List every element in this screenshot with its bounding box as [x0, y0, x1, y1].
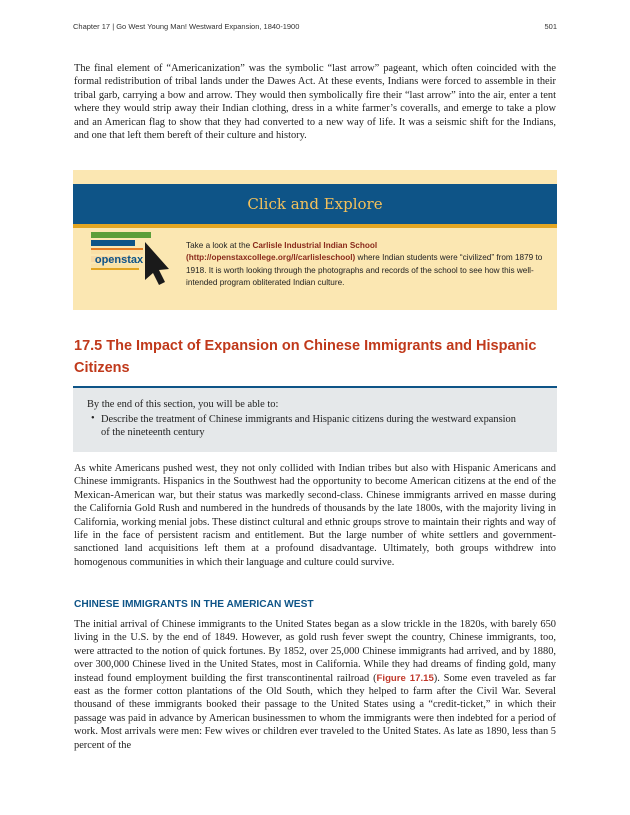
- objective-bullet: •: [91, 413, 95, 424]
- objectives-intro: By the end of this section, you will be able to:: [87, 399, 279, 410]
- subsection-text-end: ). Some even traveled as far east as the former cotton plantations of the Old South, which they helped to farm after the Civil War. Several thousand of these immigrants booked their passage to the United States using a “credit-ticket,” in which their passage was paid in advance by American businessmen to whom the immigrants were then indebted for a period of work. Most arrivals were men: Few wives or children ever traveled to the United States. As late as 1890, less than 5 percent of the: [74, 672, 556, 751]
- objective-item: Describe the treatment of Chinese immigrants and Hispanic citizens during the westward expansion of the nineteenth century: [101, 414, 516, 439]
- section-paragraph: As white Americans pushed west, they not only collided with Indian tribes but also with Hispanic Americans and Chinese immigrants. Hispanics in the Southwest had the opportunity to become American citizens at the end of the Mexican-American war, but their status was markedly second-class. Chinese immigrants arrived en masse during the California Gold Rush and numbered in the hundreds of thousands by the late 1800s, with the majority living in California, working menial jobs. These distinct cultural and ethnic groups strove to maintain their rights and way of life in the face of persistent racism and entitlement. But the large number of white settlers and government-sanctioned land acquisitions left them at a profound disadvantage. Ultimately, both groups withdrew into homogenous communities in which their language and culture could survive.: [74, 463, 556, 568]
- subsection-heading: CHINESE IMMIGRANTS IN THE AMERICAN WEST: [74, 599, 314, 610]
- section-title: 17.5 The Impact of Expansion on Chinese Immigrants and Hispanic Citizens: [74, 338, 537, 376]
- learning-objectives-box: [73, 386, 557, 452]
- click-and-explore-text-end: where Indian students were “civilized” from 1879 to 1918. It is worth looking through the photographs and records of the school to see how this well-intended program obliterated Indian culture.: [186, 253, 543, 288]
- subsection-paragraph: [74, 618, 556, 752]
- running-header: [73, 22, 557, 31]
- click-and-explore-title: Click and Explore: [247, 195, 383, 213]
- figure-link[interactable]: Figure 17.15: [376, 672, 434, 684]
- click-and-explore-banner: [73, 184, 557, 228]
- intro-paragraph: The final element of “Americanization” was the symbolic “last arrow” pageant, which often coincided with the formal redistribution of tribal lands under the Dawes Act. At these events, Indians were forced to assemble in their tribal garb, carrying a bow and arrow. They would then symbolically fire their “last arrow” into the air, enter a tent where they would strip away their Indian clothing, dress in a white farmer’s coveralls, and emerge to take a plow and an American flag to show that they had converted to a new way of life. It was a seismic shift for the Indians, and one that left them bereft of their culture and history.: [74, 63, 556, 142]
- openstax-logo: [87, 230, 177, 286]
- subsection-text-start: The initial arrival of Chinese immigrants to the United States began as a slow trickle in the 1820s, with barely 650 living in the U.S. by the end of 1849. However, as gold rush fever swept the country, Chinese immigrants, too, were attracted to the notion of quick fortunes. By 1852, over 25,000 Chinese immigrants had arrived, and by 1880, over 300,000 Chinese lived in the United States, most in California. While they had dreams of finding gold, many instead found employment building the first transcontinental railroad (: [74, 619, 556, 684]
- click-and-explore-text-start: Take a look at the: [186, 241, 253, 250]
- click-and-explore-box: [73, 170, 557, 310]
- carlisle-school-link[interactable]: Carlisle Industrial Indian School (http://openstaxcollege.org/l/carlisleschool): [186, 241, 378, 263]
- openstax-logo-text: openstax: [94, 254, 144, 266]
- page-number: 501: [544, 22, 557, 31]
- click-and-explore-text: [186, 240, 544, 290]
- chapter-title: Chapter 17 | Go West Young Man! Westward Expansion, 1840-1900: [73, 22, 300, 31]
